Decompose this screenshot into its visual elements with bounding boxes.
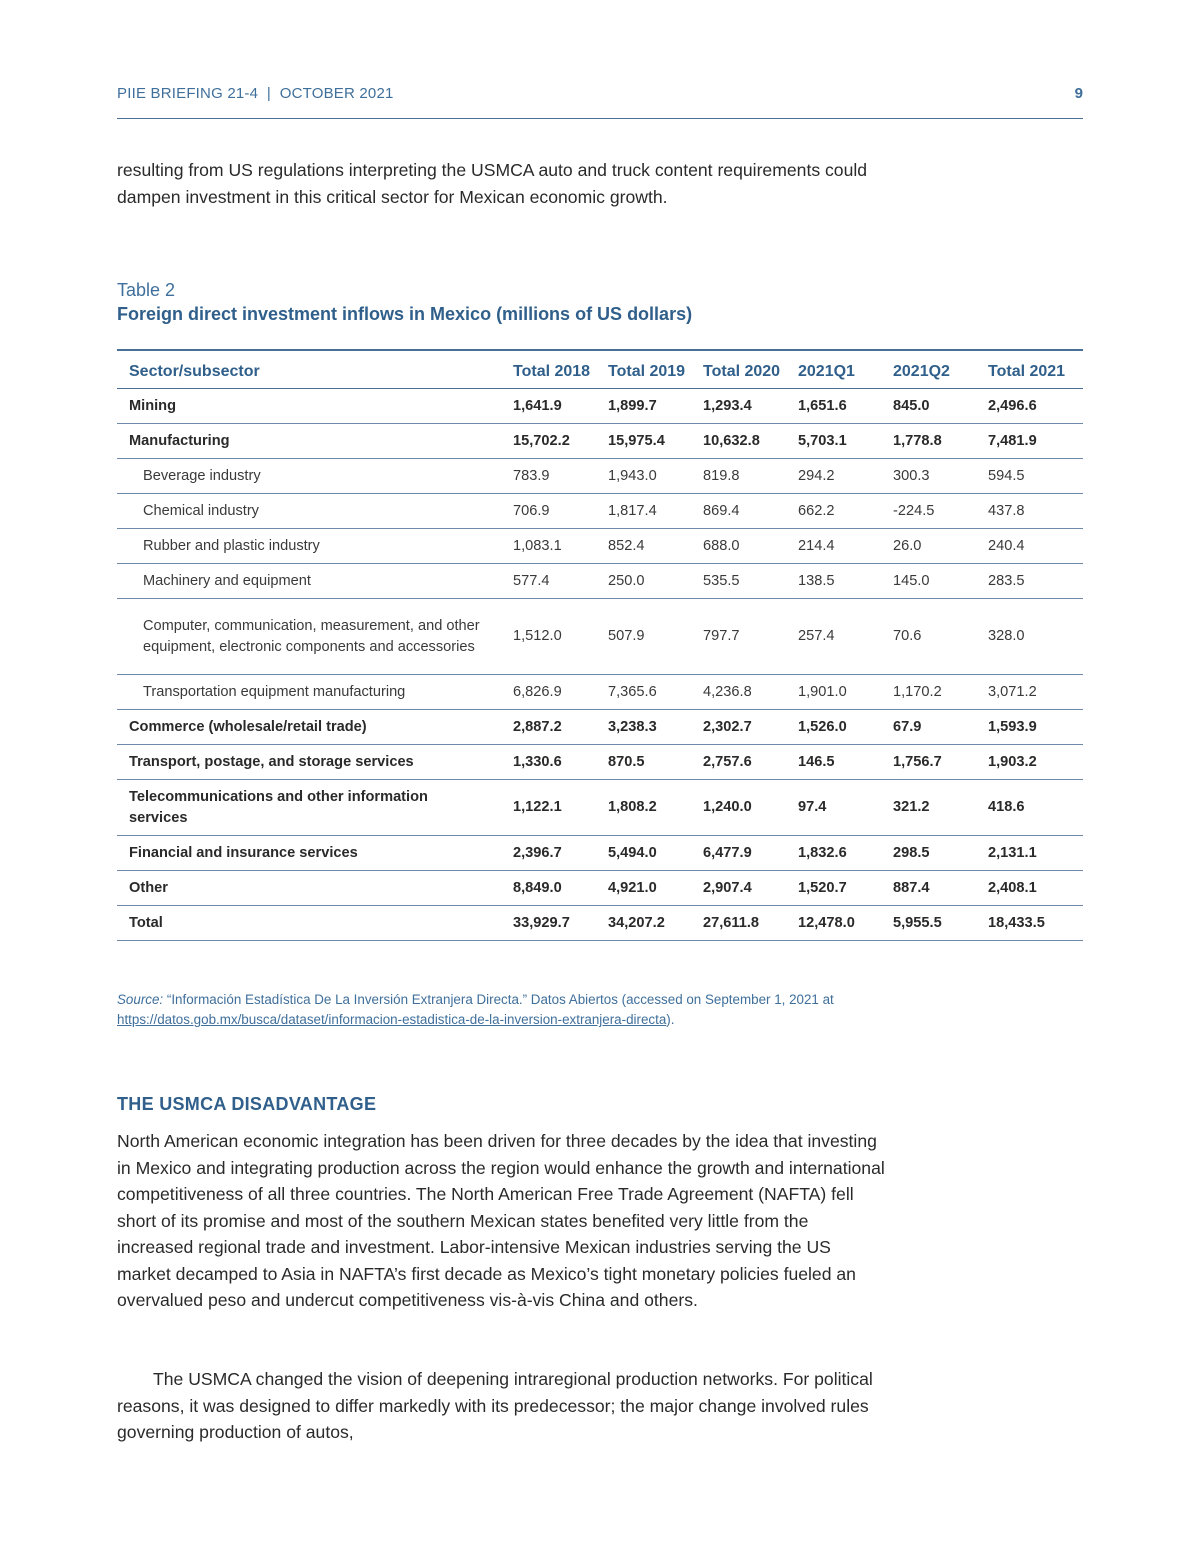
cell-value: 138.5 bbox=[798, 564, 893, 599]
header-2021q2: 2021Q2 bbox=[893, 350, 988, 389]
cell-value: 34,207.2 bbox=[608, 906, 703, 941]
table-row bbox=[117, 906, 1083, 941]
cell-value: 1,943.0 bbox=[608, 459, 703, 494]
section-heading: THE USMCA DISADVANTAGE bbox=[117, 1094, 377, 1114]
row-label: Other bbox=[117, 871, 513, 906]
cell-value: 18,433.5 bbox=[988, 906, 1083, 941]
cell-value: 1,240.0 bbox=[703, 780, 798, 836]
cell-value: 2,396.7 bbox=[513, 836, 608, 871]
row-label: Machinery and equipment bbox=[117, 564, 513, 599]
cell-value: 2,907.4 bbox=[703, 871, 798, 906]
cell-value: 321.2 bbox=[893, 780, 988, 836]
cell-value: 594.5 bbox=[988, 459, 1083, 494]
cell-value: 5,494.0 bbox=[608, 836, 703, 871]
cell-value: 819.8 bbox=[703, 459, 798, 494]
cell-value: 1,756.7 bbox=[893, 745, 988, 780]
intro-paragraph: resulting from US regulations interpreting the USMCA auto and truck content requirements could dampen investment in this critical sector for Mexican economic growth. bbox=[117, 160, 868, 207]
table-row bbox=[117, 675, 1083, 710]
section-paragraph-1: North American economic integration has been driven for three decades by the idea that investing in Mexico and integrating production across the region would enhance the growth and international competitiveness of all three countries. The North American Free Trade Agreement (NAFTA) fell short of its promise and most of the southern Mexican states benefited very little from the increased regional trade and investment. Labor-intensive Mexican industries serving the US market decamped to Asia in NAFTA’s first decade as Mexico’s tight monetary policies fueled an overvalued peso and undercut competitiveness vis-à-vis China and others. bbox=[117, 1131, 885, 1310]
cell-value: 869.4 bbox=[703, 494, 798, 529]
table-title: Foreign direct investment inflows in Mexico (millions of US dollars) bbox=[117, 304, 693, 324]
cell-value: 7,365.6 bbox=[608, 675, 703, 710]
cell-value: -224.5 bbox=[893, 494, 988, 529]
header-total-2021: Total 2021 bbox=[988, 350, 1083, 389]
cell-value: 1,778.8 bbox=[893, 424, 988, 459]
header-total-2019: Total 2019 bbox=[608, 350, 703, 389]
cell-value: 294.2 bbox=[798, 459, 893, 494]
row-label: Total bbox=[117, 906, 513, 941]
cell-value: 1,083.1 bbox=[513, 529, 608, 564]
cell-value: 146.5 bbox=[798, 745, 893, 780]
cell-value: 214.4 bbox=[798, 529, 893, 564]
cell-value: 1,526.0 bbox=[798, 710, 893, 745]
cell-value: 2,887.2 bbox=[513, 710, 608, 745]
cell-value: 1,899.7 bbox=[608, 389, 703, 424]
table-row bbox=[117, 529, 1083, 564]
cell-value: 577.4 bbox=[513, 564, 608, 599]
cell-value: 1,293.4 bbox=[703, 389, 798, 424]
cell-value: 6,826.9 bbox=[513, 675, 608, 710]
cell-value: 2,302.7 bbox=[703, 710, 798, 745]
cell-value: 67.9 bbox=[893, 710, 988, 745]
table-row bbox=[117, 459, 1083, 494]
row-label: Computer, communication, measurement, and other equipment, electronic components and accessories bbox=[117, 599, 513, 675]
cell-value: 1,512.0 bbox=[513, 599, 608, 675]
header-sector: Sector/subsector bbox=[117, 350, 513, 389]
row-label: Telecommunications and other information services bbox=[117, 780, 513, 836]
cell-value: 4,236.8 bbox=[703, 675, 798, 710]
cell-value: 507.9 bbox=[608, 599, 703, 675]
table-row bbox=[117, 389, 1083, 424]
cell-value: 437.8 bbox=[988, 494, 1083, 529]
cell-value: 1,817.4 bbox=[608, 494, 703, 529]
row-label: Commerce (wholesale/retail trade) bbox=[117, 710, 513, 745]
header-total-2020: Total 2020 bbox=[703, 350, 798, 389]
cell-value: 257.4 bbox=[798, 599, 893, 675]
cell-value: 1,903.2 bbox=[988, 745, 1083, 780]
header-total-2018: Total 2018 bbox=[513, 350, 608, 389]
cell-value: 15,975.4 bbox=[608, 424, 703, 459]
cell-value: 887.4 bbox=[893, 871, 988, 906]
cell-value: 12,478.0 bbox=[798, 906, 893, 941]
cell-value: 870.5 bbox=[608, 745, 703, 780]
cell-value: 283.5 bbox=[988, 564, 1083, 599]
cell-value: 706.9 bbox=[513, 494, 608, 529]
cell-value: 1,520.7 bbox=[798, 871, 893, 906]
cell-value: 2,757.6 bbox=[703, 745, 798, 780]
table-label: Table 2 bbox=[117, 280, 176, 300]
table-row bbox=[117, 424, 1083, 459]
cell-value: 70.6 bbox=[893, 599, 988, 675]
row-label: Manufacturing bbox=[117, 424, 513, 459]
cell-value: 1,170.2 bbox=[893, 675, 988, 710]
table-source-note bbox=[117, 990, 857, 1030]
header-2021q1: 2021Q1 bbox=[798, 350, 893, 389]
cell-value: 15,702.2 bbox=[513, 424, 608, 459]
row-label: Transport, postage, and storage services bbox=[117, 745, 513, 780]
cell-value: 845.0 bbox=[893, 389, 988, 424]
table-row bbox=[117, 871, 1083, 906]
cell-value: 1,641.9 bbox=[513, 389, 608, 424]
cell-value: 797.7 bbox=[703, 599, 798, 675]
cell-value: 298.5 bbox=[893, 836, 988, 871]
briefing-label: PIIE BRIEFING 21-4 | OCTOBER 2021 bbox=[117, 85, 394, 102]
row-label: Financial and insurance services bbox=[117, 836, 513, 871]
table-header-row bbox=[117, 350, 1083, 389]
cell-value: 1,832.6 bbox=[798, 836, 893, 871]
cell-value: 783.9 bbox=[513, 459, 608, 494]
cell-value: 852.4 bbox=[608, 529, 703, 564]
cell-value: 5,955.5 bbox=[893, 906, 988, 941]
cell-value: 1,808.2 bbox=[608, 780, 703, 836]
page-number: 9 bbox=[1074, 85, 1083, 102]
cell-value: 10,632.8 bbox=[703, 424, 798, 459]
cell-value: 26.0 bbox=[893, 529, 988, 564]
cell-value: 145.0 bbox=[893, 564, 988, 599]
table-row bbox=[117, 494, 1083, 529]
cell-value: 1,651.6 bbox=[798, 389, 893, 424]
cell-value: 250.0 bbox=[608, 564, 703, 599]
table-row bbox=[117, 564, 1083, 599]
source-label: Source: bbox=[117, 992, 164, 1007]
cell-value: 97.4 bbox=[798, 780, 893, 836]
cell-value: 418.6 bbox=[988, 780, 1083, 836]
table-row bbox=[117, 780, 1083, 836]
section-paragraph-2: The USMCA changed the vision of deepening intraregional production networks. For political reasons, it was designed to differ markedly with its predecessor; the major change involved rules governing production of autos, bbox=[117, 1369, 873, 1442]
cell-value: 688.0 bbox=[703, 529, 798, 564]
cell-value: 4,921.0 bbox=[608, 871, 703, 906]
cell-value: 8,849.0 bbox=[513, 871, 608, 906]
table-row bbox=[117, 710, 1083, 745]
cell-value: 535.5 bbox=[703, 564, 798, 599]
cell-value: 2,408.1 bbox=[988, 871, 1083, 906]
cell-value: 1,593.9 bbox=[988, 710, 1083, 745]
cell-value: 1,330.6 bbox=[513, 745, 608, 780]
row-label: Transportation equipment manufacturing bbox=[117, 675, 513, 710]
cell-value: 1,122.1 bbox=[513, 780, 608, 836]
fdi-table bbox=[117, 349, 1083, 941]
cell-value: 6,477.9 bbox=[703, 836, 798, 871]
cell-value: 1,901.0 bbox=[798, 675, 893, 710]
row-label: Mining bbox=[117, 389, 513, 424]
cell-value: 2,131.1 bbox=[988, 836, 1083, 871]
source-end: ). bbox=[666, 1012, 675, 1027]
cell-value: 27,611.8 bbox=[703, 906, 798, 941]
source-text: “Información Estadística De La Inversión Extranjera Directa.” Datos Abiertos (accessed on September 1, 2021 at bbox=[163, 992, 834, 1007]
cell-value: 5,703.1 bbox=[798, 424, 893, 459]
row-label: Rubber and plastic industry bbox=[117, 529, 513, 564]
cell-value: 3,071.2 bbox=[988, 675, 1083, 710]
cell-value: 240.4 bbox=[988, 529, 1083, 564]
row-label: Chemical industry bbox=[117, 494, 513, 529]
cell-value: 33,929.7 bbox=[513, 906, 608, 941]
row-label: Beverage industry bbox=[117, 459, 513, 494]
page-header bbox=[117, 84, 1083, 119]
cell-value: 3,238.3 bbox=[608, 710, 703, 745]
source-link[interactable]: https://datos.gob.mx/busca/dataset/informacion-estadistica-de-la-inversion-extranjera-directa bbox=[117, 1012, 667, 1027]
cell-value: 2,496.6 bbox=[988, 389, 1083, 424]
cell-value: 662.2 bbox=[798, 494, 893, 529]
cell-value: 7,481.9 bbox=[988, 424, 1083, 459]
cell-value: 328.0 bbox=[988, 599, 1083, 675]
table-row bbox=[117, 745, 1083, 780]
table-row bbox=[117, 599, 1083, 675]
table-row bbox=[117, 836, 1083, 871]
cell-value: 300.3 bbox=[893, 459, 988, 494]
